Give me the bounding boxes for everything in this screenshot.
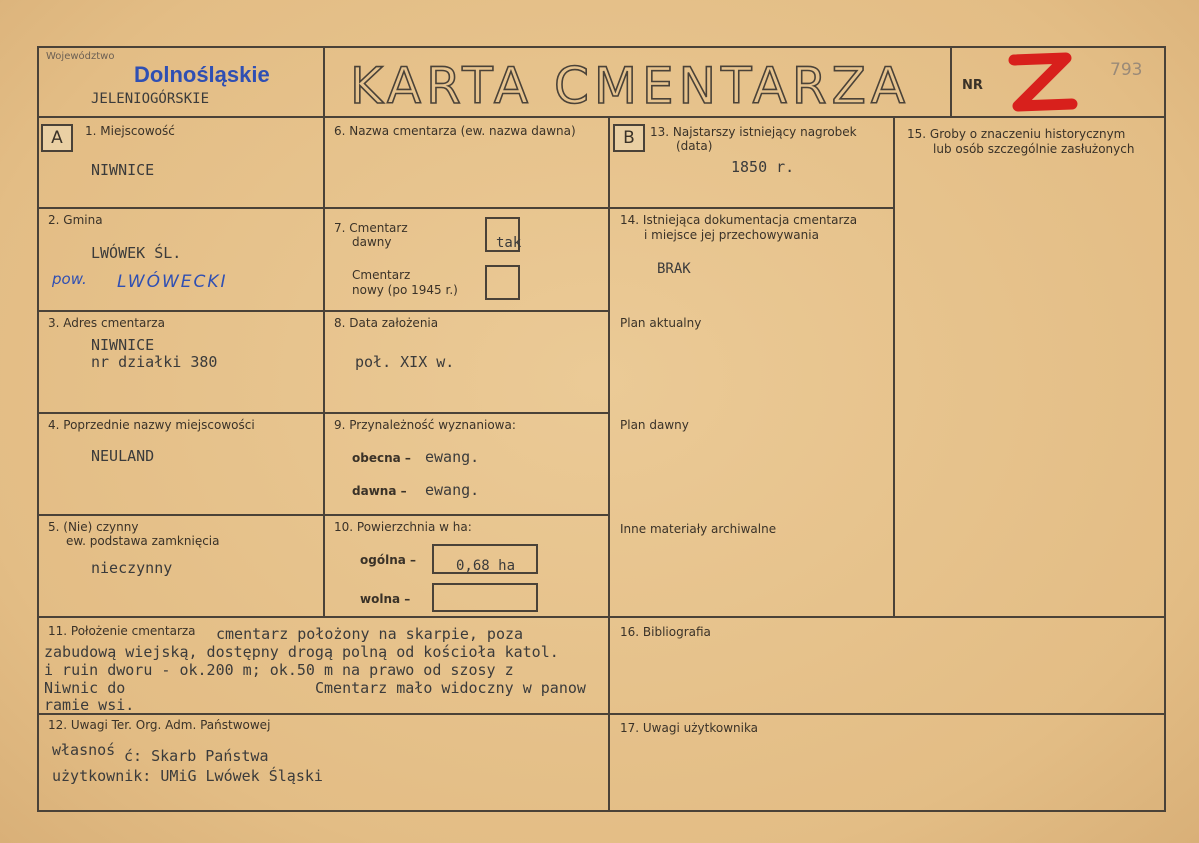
- field-16-label: 16. Bibliografia: [620, 625, 711, 639]
- field-9-label: 9. Przynależność wyznaniowa:: [334, 418, 516, 432]
- field-9-obecna-label: obecna –: [352, 451, 411, 465]
- field-17-label: 17. Uwagi użytkownika: [620, 721, 759, 735]
- field-10-ogolna-label: ogólna –: [360, 553, 417, 567]
- field-7-nowy-label-2: nowy (po 1945 r.): [352, 283, 458, 297]
- field-12-line2: użytkownik: UMiG Lwówek Śląski: [52, 767, 323, 785]
- field-14-label-1: 14. Istniejąca dokumentacja cmentarza: [620, 213, 858, 227]
- field-4-label: 4. Poprzednie nazwy miejscowości: [48, 418, 255, 432]
- field-9-dawna-label: dawna –: [352, 484, 407, 498]
- field-5-label-2: ew. podstawa zamknięcia: [66, 534, 220, 548]
- field-1-label: 1. Miejscowość: [85, 124, 175, 138]
- field-7-dawny-label-1: 7. Cmentarz: [334, 221, 408, 235]
- wojewodztwo-label: Województwo: [46, 51, 115, 62]
- section-a-box: A: [41, 124, 73, 152]
- red-z-mark: [1000, 48, 1080, 116]
- field-7-nowy-checkbox[interactable]: [485, 265, 520, 300]
- field-10-wolna-label: wolna –: [360, 592, 411, 606]
- field-2-value: LWÓWEK ŚL.: [91, 244, 182, 262]
- field-15-label-2: lub osób szczególnie zasłużonych: [933, 142, 1135, 156]
- field-2-hand-prefix: pow.: [52, 270, 87, 288]
- field-8-value: poł. XIX w.: [355, 353, 455, 371]
- field-5-value: nieczynny: [91, 559, 173, 577]
- field-7-dawny-value: tak: [496, 235, 522, 251]
- field-2-label: 2. Gmina: [48, 213, 103, 227]
- field-9-obecna-value: ewang.: [425, 448, 480, 466]
- field-13-value: 1850 r.: [731, 158, 795, 176]
- card-title: KARTA CMENTARZA: [350, 57, 911, 115]
- voivodeship-typed: JELENIOGÓRSKIE: [91, 91, 210, 107]
- field-3-label: 3. Adres cmentarza: [48, 316, 165, 330]
- field-11-line1: cmentarz położony na skarpie, poza: [216, 625, 524, 643]
- field-14-label-2: i miejsce jej przechowywania: [644, 228, 819, 242]
- field-10-label: 10. Powierzchnia w ha:: [334, 520, 472, 534]
- field-3-line2: nr działki 380: [91, 353, 218, 371]
- field-11-line3: i ruin dworu - ok.200 m; ok.50 m na prawo od szosy z: [44, 661, 514, 679]
- field-11-label: 11. Położenie cmentarza: [48, 624, 196, 638]
- field-10-wolna-box[interactable]: [432, 583, 538, 612]
- nr-label: NR: [962, 78, 983, 93]
- voivodeship-stamp: Dolnośląskie: [134, 62, 270, 87]
- field-3-line1: NIWNICE: [91, 336, 155, 354]
- field-10-ogolna-value: 0,68 ha: [456, 558, 516, 574]
- field-11-line4b: Cmentarz mało widoczny w panow: [315, 679, 586, 697]
- field-2-hand-value: LWÓWECKI: [117, 272, 228, 292]
- field-9-dawna-value: ewang.: [425, 481, 480, 499]
- field-8-label: 8. Data założenia: [334, 316, 439, 330]
- inne-materialy-label: Inne materiały archiwalne: [620, 522, 777, 536]
- field-4-value: NEULAND: [91, 447, 155, 465]
- field-15-label-1: 15. Groby o znaczeniu historycznym: [907, 127, 1126, 141]
- field-14-value: BRAK: [657, 261, 691, 277]
- field-12-label: 12. Uwagi Ter. Org. Adm. Państwowej: [48, 718, 271, 732]
- field-12-line1-prefix: własnoś: [52, 741, 116, 759]
- field-13-label-2: (data): [676, 139, 713, 153]
- field-11-line4a: Niwnic do: [44, 679, 126, 697]
- field-11-line2: zabudową wiejską, dostępny drogą polną od kościoła katol.: [44, 643, 559, 661]
- plan-aktualny-label: Plan aktualny: [620, 316, 702, 330]
- field-7-nowy-label-1: Cmentarz: [352, 268, 411, 282]
- field-12-line1-rest: ć: Skarb Państwa: [124, 747, 269, 765]
- plan-dawny-label: Plan dawny: [620, 418, 689, 432]
- field-7-dawny-label-2: dawny: [352, 235, 392, 249]
- field-1-value: NIWNICE: [91, 161, 155, 179]
- field-6-label: 6. Nazwa cmentarza (ew. nazwa dawna): [334, 124, 576, 138]
- pencil-number: 793: [1110, 60, 1143, 80]
- field-11-line5: ramie wsi.: [44, 696, 135, 714]
- field-5-label-1: 5. (Nie) czynny: [48, 520, 139, 534]
- section-b-box: B: [613, 124, 645, 152]
- field-13-label-1: 13. Najstarszy istniejący nagrobek: [650, 125, 857, 139]
